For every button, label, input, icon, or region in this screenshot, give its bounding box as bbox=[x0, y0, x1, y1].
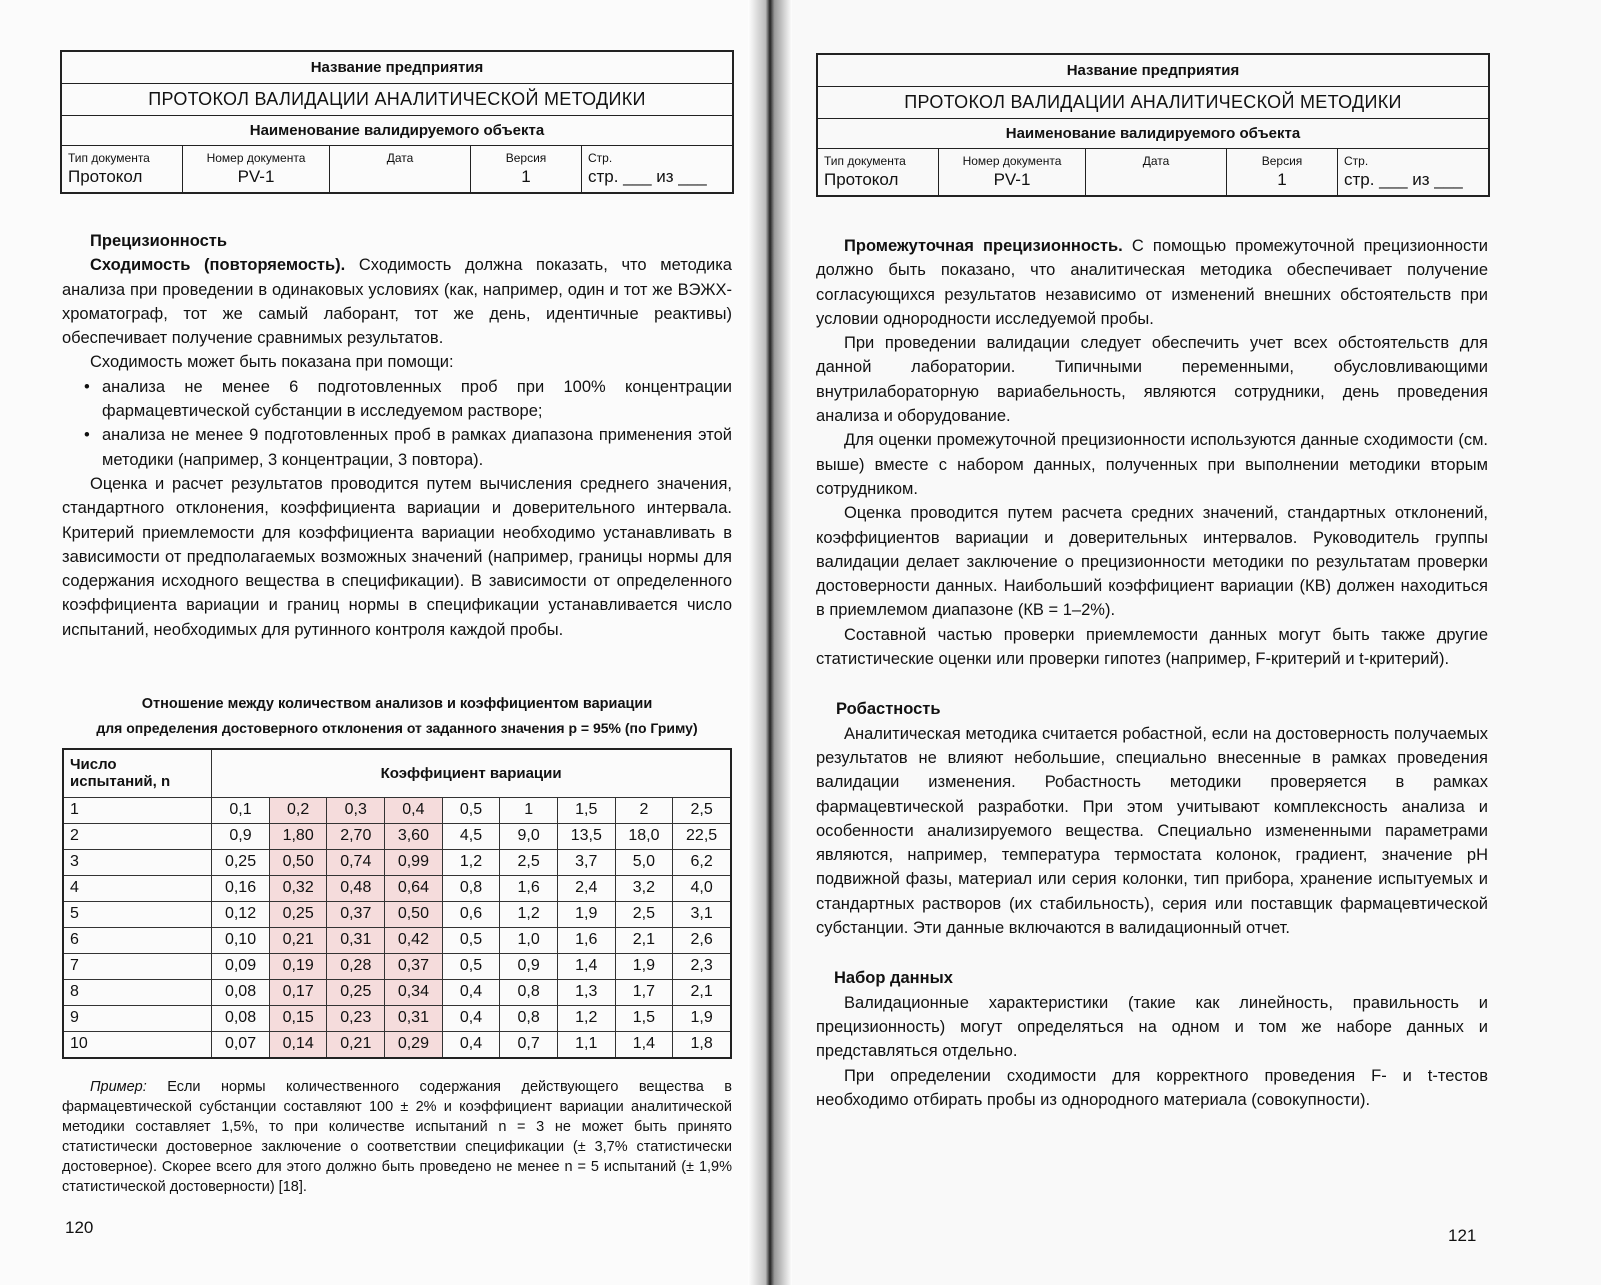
table-row bbox=[63, 979, 731, 1005]
table-cell: 0,25 bbox=[269, 901, 327, 927]
table-cell: 0,37 bbox=[385, 953, 443, 979]
table-cell: 0,50 bbox=[269, 849, 327, 875]
table-cell: 3,60 bbox=[385, 823, 443, 849]
table-cell: 0,4 bbox=[442, 1005, 500, 1031]
table-caption: Отношение между количеством анализов и коэффициентом вариации для определения достоверного отклонения от заданного значения р = 95% (по Гриму) bbox=[96, 696, 698, 736]
table-cell: 0,7 bbox=[500, 1031, 558, 1058]
table-cell: 0,9 bbox=[212, 823, 270, 849]
table-cell: 1,2 bbox=[442, 849, 500, 875]
table-cell: 1,5 bbox=[615, 1005, 673, 1031]
table-header-n: Число испытаний, n bbox=[63, 749, 212, 797]
table-cell: 1,8 bbox=[673, 1031, 731, 1058]
paragraph: При проведении валидации следует обеспечить учет всех обстоятельств для данной лаборатории. Типичными переменными, обусловливающими внутрилабораторную вариабельность, являются сотрудники, день проведения анализа и оборудование. bbox=[816, 334, 1488, 426]
row-n-cell: 8 bbox=[63, 979, 212, 1005]
table-cell: 0,17 bbox=[269, 979, 327, 1005]
table-cell: 0,4 bbox=[442, 1031, 500, 1058]
table-cell: 0,99 bbox=[385, 849, 443, 875]
table-cell: 3,1 bbox=[673, 901, 731, 927]
doc-number-cell: Номер документа PV-1 bbox=[183, 145, 330, 193]
row-n-cell: 7 bbox=[63, 953, 212, 979]
table-cell: 0,31 bbox=[327, 927, 385, 953]
table-cell: 0,29 bbox=[385, 1031, 443, 1058]
table-cell: 0,50 bbox=[385, 901, 443, 927]
table-cell: 0,16 bbox=[212, 875, 270, 901]
row-n-cell: 6 bbox=[63, 927, 212, 953]
protocol-title: ПРОТОКОЛ ВАЛИДАЦИИ АНАЛИТИЧЕСКОЙ МЕТОДИКИ bbox=[61, 83, 733, 115]
table-cell: 0,5 bbox=[442, 927, 500, 953]
variation-table bbox=[62, 748, 732, 1059]
table-cell: 2,5 bbox=[615, 901, 673, 927]
paragraph: Аналитическая методика считается робастной, если на достоверность получаемых результатов не влияют небольшие, специально внесенные в рамках проведения валидации изменения. Робастность методики проверяется в рамках фармацевтической разработки. При этом учитывают комплексность анализа и особенности анализируемого вещества. Специально измененными параметрами являются, например, температура термостата колонок, градиент, значение pH подвижной фазы, материал или серия колонки, тип прибора, хранение испытуемых и стандартных растворов (их стабильность), серия или поставщик фармацевтической субстанции. Эти данные включаются в валидационный отчет. bbox=[816, 724, 1488, 938]
table-cell: 2,3 bbox=[673, 953, 731, 979]
table-cell: 1,2 bbox=[557, 1005, 615, 1031]
object-name: Наименование валидируемого объекта bbox=[817, 118, 1489, 148]
left-body-text bbox=[62, 229, 732, 642]
paragraph: Оценка и расчет результатов проводится путем вычисления среднего значения, стандартного отклонения, коэффициента вариации и доверительного интервала. Критерий приемлемости для коэффициента вариации необходимо устанавливать в зависимости от предполагаемых возможных значений (например, границы нормы для содержания исходного вещества в спецификации). В зависимости от определенного коэффициента вариации и границ нормы в спецификации устанавливается число испытаний, необходимых для рутинного контроля каждой пробы. bbox=[62, 474, 732, 639]
table-cell: 0,23 bbox=[327, 1005, 385, 1031]
row-n-cell: 9 bbox=[63, 1005, 212, 1031]
table-cell: 1,4 bbox=[615, 1031, 673, 1058]
table-cell: 4,0 bbox=[673, 875, 731, 901]
robustness-heading: Робастность bbox=[836, 700, 941, 719]
table-cell: 0,4 bbox=[385, 797, 443, 823]
table-cell: 4,5 bbox=[442, 823, 500, 849]
table-cell: 1,4 bbox=[557, 953, 615, 979]
right-body-text bbox=[816, 234, 1488, 1112]
table-cell: 0,9 bbox=[500, 953, 558, 979]
table-row bbox=[63, 927, 731, 953]
table-row bbox=[63, 823, 731, 849]
date-cell: Дата bbox=[330, 145, 471, 193]
table-cell: 0,74 bbox=[327, 849, 385, 875]
table-row bbox=[63, 1005, 731, 1031]
example-note bbox=[62, 1077, 732, 1197]
table-cell: 0,34 bbox=[385, 979, 443, 1005]
page-number-left: 120 bbox=[65, 1218, 94, 1237]
table-cell: 0,3 bbox=[327, 797, 385, 823]
version-cell: Версия 1 bbox=[1227, 148, 1338, 196]
table-cell: 0,5 bbox=[442, 953, 500, 979]
row-n-cell: 4 bbox=[63, 875, 212, 901]
table-cell: 1,6 bbox=[557, 927, 615, 953]
table-cell: 2,1 bbox=[673, 979, 731, 1005]
list-item: • анализа не менее 6 подготовленных проб при 100% концентрации фармацевтической субстанции в исследуемом растворе; bbox=[102, 375, 732, 424]
paragraph: Составной частью проверки приемлемости данных могут быть также другие статистические оценки или проверки гипотез (например, F-критерий и t-критерий). bbox=[816, 625, 1488, 669]
doc-number-cell: Номер документа PV-1 bbox=[939, 148, 1086, 196]
table-cell: 0,37 bbox=[327, 901, 385, 927]
table-cell: 0,14 bbox=[269, 1031, 327, 1058]
version-cell: Версия 1 bbox=[471, 145, 582, 193]
example-label: Пример: bbox=[90, 1079, 147, 1095]
table-cell: 2,5 bbox=[673, 797, 731, 823]
table-cell: 9,0 bbox=[500, 823, 558, 849]
table-row bbox=[63, 875, 731, 901]
object-name: Наименование валидируемого объекта bbox=[61, 115, 733, 145]
page-cell: Стр. стр. ___ из ___ bbox=[582, 145, 734, 193]
table-cell: 1,2 bbox=[500, 901, 558, 927]
page-cell: Стр. стр. ___ из ___ bbox=[1338, 148, 1490, 196]
protocol-title: ПРОТОКОЛ ВАЛИДАЦИИ АНАЛИТИЧЕСКОЙ МЕТОДИКИ bbox=[817, 86, 1489, 118]
doc-type-cell: Тип документа Протокол bbox=[61, 145, 183, 193]
company-name: Название предприятия bbox=[61, 51, 733, 83]
table-cell: 22,5 bbox=[673, 823, 731, 849]
table-cell: 1 bbox=[500, 797, 558, 823]
table-cell: 0,15 bbox=[269, 1005, 327, 1031]
example-text: Если нормы количественного содержания действующего вещества в фармацевтической субстанции составляют 100 ± 2% и коэффициент вариации аналитической методики составляет 1,5%, то при количестве испытаний n = 3 не может быть принято статистически достоверное заключение о соответствии спецификации (± 3,7% статистически достоверное). Скорее всего для этого должно быть проведено не менее n = 5 испытаний (± 1,9% статистической достоверности) [18]. bbox=[62, 1079, 732, 1195]
table-cell: 2,5 bbox=[500, 849, 558, 875]
table-cell: 1,9 bbox=[557, 901, 615, 927]
book-gutter bbox=[748, 0, 792, 1285]
table-cell: 0,08 bbox=[212, 1005, 270, 1031]
table-cell: 0,07 bbox=[212, 1031, 270, 1058]
table-cell: 0,21 bbox=[269, 927, 327, 953]
page-number-right: 121 bbox=[1448, 1226, 1477, 1245]
row-n-cell: 1 bbox=[63, 797, 212, 823]
table-cell: 0,21 bbox=[327, 1031, 385, 1058]
row-n-cell: 5 bbox=[63, 901, 212, 927]
right-header-table bbox=[816, 53, 1490, 197]
paragraph: Оценка проводится путем расчета средних значений, стандартных отклонений, коэффициентов вариации и доверительных интервалов. Руководитель группы валидации делает заключение о прецизионности методики по результатам проверки достоверности данных. Наибольший коэффициент вариации (КВ) должен находиться в приемлемом диапазоне (КВ = 1–2%). bbox=[816, 504, 1488, 620]
paragraph: Для оценки промежуточной прецизионности используются данные сходимости (см. выше) вместе с набором данных, полученных при выполнении методики вторым сотрудником. bbox=[816, 431, 1488, 498]
table-cell: 0,8 bbox=[500, 1005, 558, 1031]
table-cell: 1,9 bbox=[615, 953, 673, 979]
table-row bbox=[63, 1031, 731, 1058]
date-cell: Дата bbox=[1086, 148, 1227, 196]
table-cell: 1,80 bbox=[269, 823, 327, 849]
table-cell: 0,4 bbox=[442, 979, 500, 1005]
paragraph: Валидационные характеристики (такие как линейность, правильность и прецизионность) могут определяться на одном и том же наборе данных и представляться отдельно. bbox=[816, 993, 1488, 1061]
table-cell: 1,7 bbox=[615, 979, 673, 1005]
table-cell: 0,12 bbox=[212, 901, 270, 927]
table-cell: 0,10 bbox=[212, 927, 270, 953]
table-cell: 3,7 bbox=[557, 849, 615, 875]
table-cell: 0,1 bbox=[212, 797, 270, 823]
table-cell: 1,3 bbox=[557, 979, 615, 1005]
company-name: Название предприятия bbox=[817, 54, 1489, 86]
table-cell: 0,5 bbox=[442, 797, 500, 823]
table-cell: 0,25 bbox=[327, 979, 385, 1005]
left-header-table bbox=[60, 50, 734, 194]
paragraph: При определении сходимости для корректного проведения F- и t-тестов необходимо отбирать пробы из однородного материала (совокупности). bbox=[816, 1066, 1488, 1109]
table-cell: 2,4 bbox=[557, 875, 615, 901]
table-cell: 0,09 bbox=[212, 953, 270, 979]
table-row bbox=[63, 849, 731, 875]
table-cell: 0,25 bbox=[212, 849, 270, 875]
table-cell: 0,32 bbox=[269, 875, 327, 901]
intermediate-precision-paragraph: Промежуточная прецизионность. С помощью промежуточной прецизионности должно быть показано, что аналитическая методика обеспечивает получение согласующихся результатов независимо от изменений внешних обстоятельств при условии однородности исследуемой пробы. bbox=[816, 237, 1489, 328]
table-cell: 0,08 bbox=[212, 979, 270, 1005]
table-cell: 6,2 bbox=[673, 849, 731, 875]
table-row bbox=[63, 797, 731, 823]
table-cell: 2,70 bbox=[327, 823, 385, 849]
table-cell: 2,1 bbox=[615, 927, 673, 953]
table-cell: 3,2 bbox=[615, 875, 673, 901]
table-cell: 1,6 bbox=[500, 875, 558, 901]
table-cell: 0,42 bbox=[385, 927, 443, 953]
table-body bbox=[63, 797, 731, 1058]
table-header-k: Коэффициент вариации bbox=[212, 749, 731, 797]
dataset-heading: Набор данных bbox=[834, 969, 953, 988]
row-n-cell: 2 bbox=[63, 823, 212, 849]
table-row bbox=[63, 901, 731, 927]
table-cell: 0,8 bbox=[500, 979, 558, 1005]
table-cell: 5,0 bbox=[615, 849, 673, 875]
table-cell: 0,64 bbox=[385, 875, 443, 901]
table-cell: 18,0 bbox=[615, 823, 673, 849]
table-cell: 0,48 bbox=[327, 875, 385, 901]
table-cell: 0,28 bbox=[327, 953, 385, 979]
table-cell: 1,1 bbox=[557, 1031, 615, 1058]
list-item: • анализа не менее 9 подготовленных проб в рамках диапазона применения этой методики (например, 3 концентрации, 3 повтора). bbox=[102, 423, 732, 472]
bullet-list bbox=[62, 375, 732, 472]
table-cell: 2 bbox=[615, 797, 673, 823]
table-cell: 1,5 bbox=[557, 797, 615, 823]
table-row bbox=[63, 953, 731, 979]
doc-type-cell: Тип документа Протокол bbox=[817, 148, 939, 196]
table-cell: 1,0 bbox=[500, 927, 558, 953]
paragraph: Сходимость может быть показана при помощи: bbox=[90, 353, 454, 372]
table-cell: 0,6 bbox=[442, 901, 500, 927]
row-n-cell: 3 bbox=[63, 849, 212, 875]
precision-heading: Прецизионность bbox=[90, 232, 228, 250]
table-cell: 2,6 bbox=[673, 927, 731, 953]
row-n-cell: 10 bbox=[63, 1031, 212, 1058]
table-cell: 0,2 bbox=[269, 797, 327, 823]
repeatability-paragraph: Сходимость (повторяемость). Сходимость должна показать, что методика анализа при проведении в одинаковых условиях (как, например, один и тот же ВЭЖХ-хроматограф, тот же самый лаборант, тот же день, идентичные реактивы) обеспечивает получение сравнимых результатов. bbox=[62, 256, 732, 348]
table-cell: 13,5 bbox=[557, 823, 615, 849]
table-cell: 0,8 bbox=[442, 875, 500, 901]
table-cell: 0,19 bbox=[269, 953, 327, 979]
table-cell: 0,31 bbox=[385, 1005, 443, 1031]
table-cell: 1,9 bbox=[673, 1005, 731, 1031]
